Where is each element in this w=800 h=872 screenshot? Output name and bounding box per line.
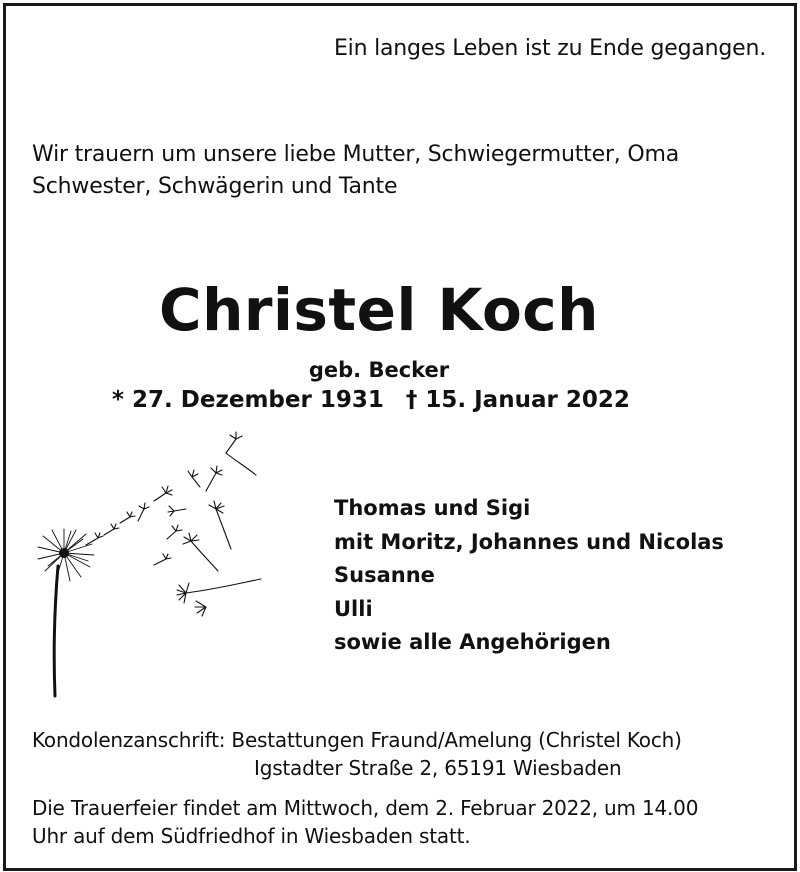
life-dates (112, 387, 630, 413)
mourner-line: Ulli (334, 596, 373, 621)
mourners-list (334, 492, 724, 660)
intro-line-1: Wir trauern um unsere liebe Mutter, Schwiegermutter, Oma (32, 142, 680, 167)
birth-name: geb. Becker (308, 358, 450, 382)
motto: Ein langes Leben ist zu Ende gegangen. (333, 36, 766, 61)
death-date: † 15. Januar 2022 (405, 387, 630, 413)
condolence-address-line-2: Igstadter Straße 2, 65191 Wiesbaden (254, 756, 622, 780)
obituary-notice (3, 3, 797, 871)
mourner-line: Susanne (334, 563, 435, 587)
mourner-line: sowie alle Angehörigen (334, 630, 611, 654)
deceased-name: Christel Koch (159, 276, 599, 344)
birth-date: * 27. Dezember 1931 (112, 387, 384, 413)
dandelion-icon (26, 431, 276, 701)
condolence-address-line-1: Kondolenzanschrift: Bestattungen Fraund/Amelung (Christel Koch) (32, 728, 682, 752)
intro-line-2: Schwester, Schwägerin und Tante (32, 174, 398, 199)
ceremony-info-line-1: Die Trauerfeier findet am Mittwoch, dem 2. Februar 2022, um 14.00 (32, 796, 699, 820)
ceremony-info-line-2: Uhr auf dem Südfriedhof in Wiesbaden statt. (32, 824, 471, 848)
mourner-line: mit Moritz, Johannes und Nicolas (334, 529, 724, 554)
mourner-line: Thomas und Sigi (334, 496, 531, 520)
